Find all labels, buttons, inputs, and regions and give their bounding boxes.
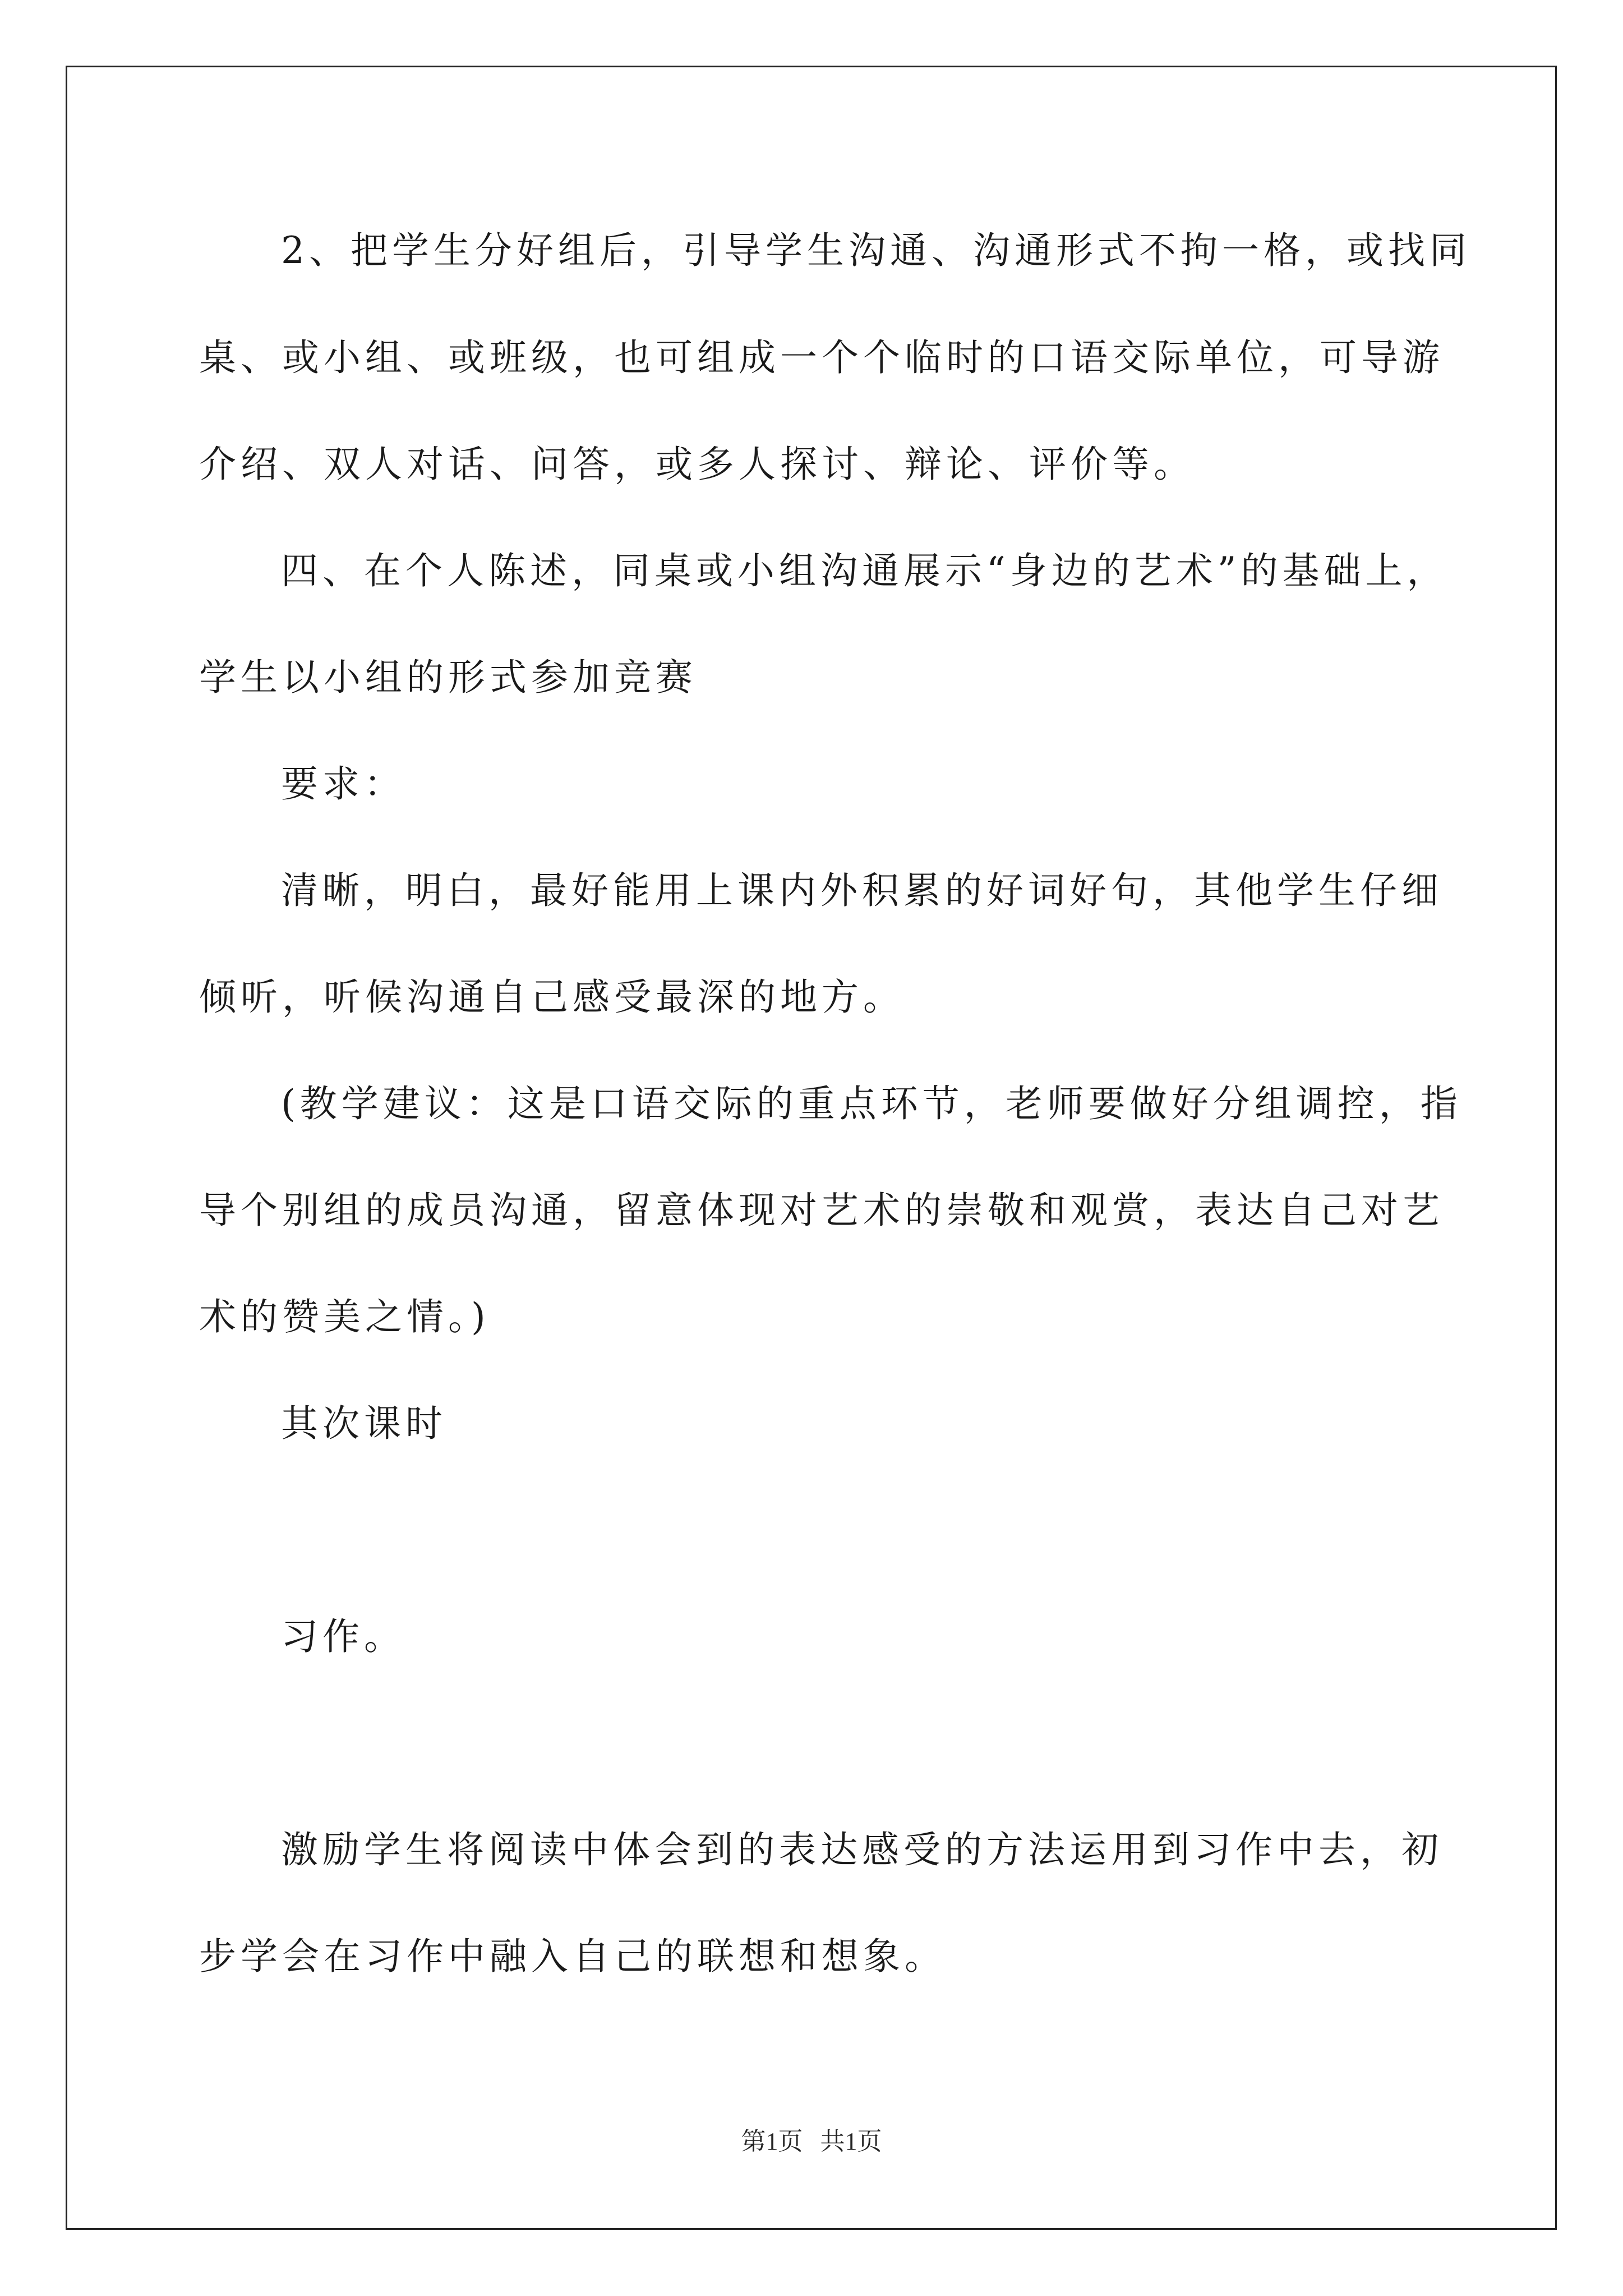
paragraph-line: 激励学生将阅读中体会到的表达感受的方法运用到习作中去，初 [281,1828,1443,1871]
paragraph-line: 习作。 [281,1615,405,1658]
paragraph-line: 导个别组的成员沟通，留意体现对艺术的崇敬和观赏，表达自己对艺 [199,1189,1444,1232]
paragraph-line: 2、把学生分好组后，引导学生沟通、沟通形式不拘一格，或找同 [281,229,1471,272]
paragraph-line: 步学会在习作中融入自己的联想和想象。 [199,1935,946,1978]
paragraph-line: (教学建议：这是口语交际的重点环节，老师要做好分组调控，指 [281,1082,1462,1125]
page-number-total: 共1页 [820,2128,882,2155]
paragraph-line: 桌、或小组、或班级，也可组成一个个临时的口语交际单位，可导游 [199,336,1444,379]
paragraph-line: 其次课时 [281,1402,447,1445]
paragraph-line: 四、在个人陈述，同桌或小组沟通展示“身边的艺术”的基础上， [281,549,1449,592]
page-border [66,66,1557,2230]
paragraph-line: 清晰，明白，最好能用上课内外积累的好词好句，其他学生仔细 [281,869,1443,912]
paragraph-line: 术的赞美之情。) [199,1295,490,1338]
paragraph-line: 要求： [281,762,405,806]
paragraph-line: 介绍、双人对话、问答，或多人探讨、辩论、评价等。 [199,443,1195,486]
page-number-current: 第1页 [741,2128,803,2155]
page-footer [0,2125,1623,2159]
paragraph-line: 学生以小组的形式参加竞赛 [199,656,697,699]
paragraph-line: 倾听，听候沟通自己感受最深的地方。 [199,976,905,1019]
